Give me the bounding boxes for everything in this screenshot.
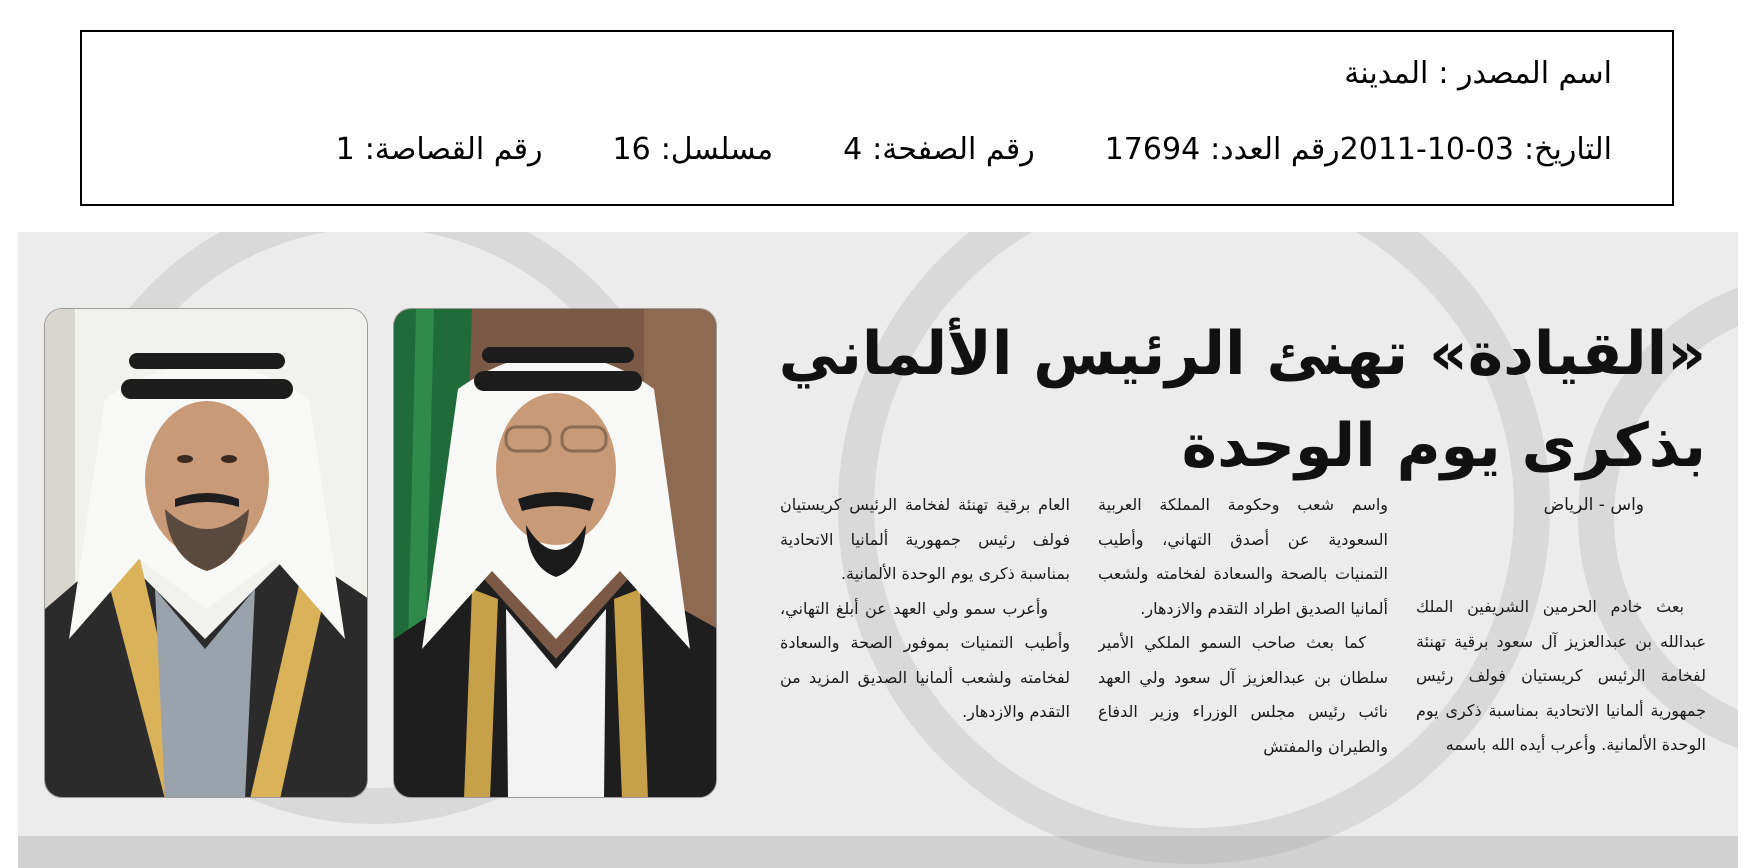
article-column-3: [780, 488, 1070, 808]
page-label: رقم الصفحة:: [872, 132, 1035, 167]
source-value: المدينة: [1344, 56, 1429, 91]
serial-label: مسلسل:: [660, 132, 774, 167]
article-byline: واس - الرياض: [1543, 495, 1644, 515]
clipping-number-value: 1: [335, 132, 355, 167]
column-2-paragraph-1: واسم شعب وحكومة المملكة العربية السعودية عن أصدق التهاني، وأطيب التمنيات بالصحة والسعادة لفخامته ولشعب ألمانيا الصديق اطراد التقدم والازدهار.: [1098, 495, 1388, 618]
page-value: 4: [843, 132, 863, 167]
source-label: اسم المصدر :: [1438, 56, 1612, 91]
column-2-paragraph-2: كما بعث صاحب السمو الملكي الأمير سلطان بن عبدالعزيز آل سعود ولي العهد نائب رئيس مجلس الوزراء وزير الدفاع والطيران والمفتش: [1098, 633, 1388, 756]
photo-crown-prince: [44, 308, 368, 798]
clipping-number-label: رقم القصاصة:: [364, 132, 543, 167]
date-label: التاريخ:: [1524, 132, 1612, 167]
portrait-crown-prince-image: [45, 309, 368, 798]
article-headline: [746, 308, 1706, 492]
clipping-number-field: [336, 132, 543, 167]
issue-label: رقم العدد:: [1210, 132, 1340, 167]
issue-field: [1105, 132, 1340, 167]
date-field: [1340, 132, 1612, 167]
article-column-1: [1416, 590, 1706, 810]
source-row: [1194, 56, 1612, 91]
column-1-paragraph: بعث خادم الحرمين الشريفين الملك عبدالله بن عبدالعزيز آل سعود برقية تهنئة لفخامة الرئيس كريستيان فولف رئيس جمهورية ألمانيا الاتحادية بمناسبة ذكرى يوم الوحدة الألمانية. وأعرب أيده الله باسمه: [1416, 597, 1706, 754]
page-field: [843, 132, 1035, 167]
serial-value: 16: [612, 132, 651, 167]
column-3-paragraph-2: وأعرب سمو ولي العهد عن أبلغ التهاني، وأطيب التمنيات بموفور الصحة والسعادة لفخامته ولشعب ألمانيا الصديق المزيد من التقدم والازدهار.: [780, 598, 1070, 721]
issue-value: 17694: [1104, 132, 1201, 167]
source-field: [1428, 56, 1612, 91]
headline-line-1: «القيادة» تهنئ الرئيس الألماني: [778, 319, 1706, 389]
column-3-paragraph-1: العام برقية تهنئة لفخامة الرئيس كريستيان فولف رئيس جمهورية ألمانيا الاتحادية بمناسبة ذكرى يوم الوحدة الألمانية.: [780, 495, 1070, 583]
article-column-2: [1098, 488, 1388, 808]
photo-king: [393, 308, 717, 798]
watermark-strip: [18, 836, 1738, 868]
source-info-box: [80, 30, 1674, 206]
portrait-king-image: [394, 309, 717, 798]
serial-field: [613, 132, 774, 167]
source-value-field: [1344, 56, 1428, 91]
headline-line-2: بذكرى يوم الوحدة: [1181, 411, 1706, 481]
date-value: 2011-10-03: [1339, 132, 1515, 167]
details-row: [266, 132, 1612, 167]
